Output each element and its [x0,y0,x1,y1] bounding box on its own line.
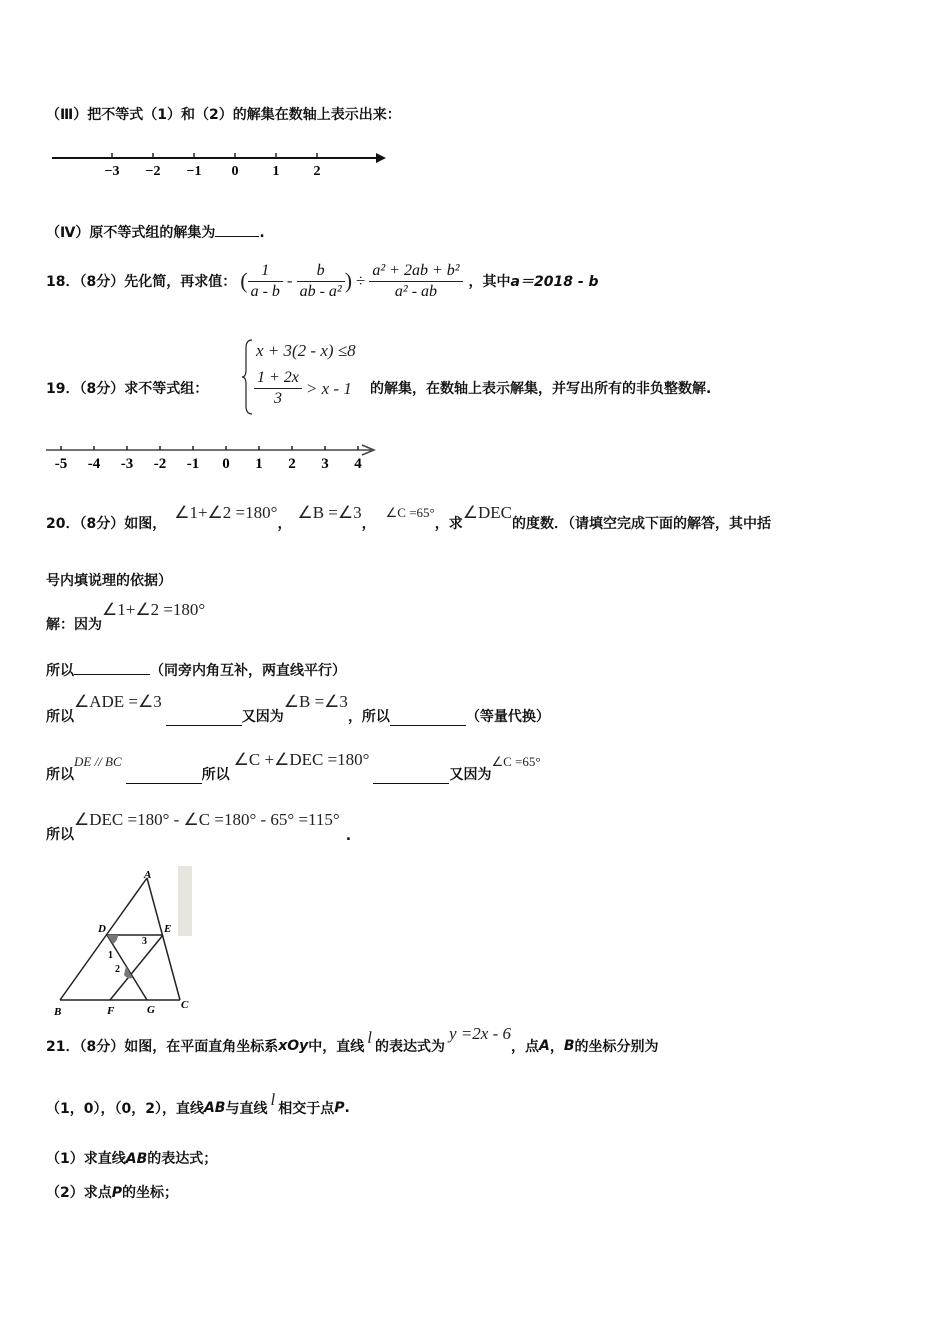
q20-step3-a: 所以 [46,767,74,783]
q20-step3 [46,748,541,784]
q20-step2-expr2: ∠B =∠3 [283,692,348,711]
q21-line1 [46,1026,659,1066]
q20-suffix: 的度数．（请填空完成下面的解答，其中括 [511,516,771,532]
number-line-1-tick-label: −1 [186,164,202,179]
angle-1-mark [107,935,118,944]
label-G: G [147,1004,155,1016]
q20-blank-2[interactable] [166,711,242,726]
label-angle-3: 3 [142,936,147,947]
q18-close-paren: ) [344,268,353,293]
q20-step3-c: 又因为 [449,767,492,783]
q21-line2-l: l [270,1090,276,1109]
label-B: B [54,1006,62,1018]
q20-step4-expr: ∠DEC =180° - ∠C =180° - 65° =115° [74,810,340,829]
q19-line2 [254,368,352,409]
q20-step1-a: 所以 [46,663,74,679]
q19-frac-num: 1 + 2x [254,368,302,389]
part4-end: . [259,225,265,241]
number-line-1-tick-label: 2 [313,164,321,179]
number-line-2-tick-label: 1 [255,456,263,472]
q20-step3-expr: DE // BC [74,754,122,769]
number-line-1 [50,146,395,182]
q21-line2-b: 与直线 [225,1101,268,1117]
figure-scan-shadow [178,866,192,936]
q21-line2-a: （1，0），（0，2），直线 [46,1101,204,1117]
q20-step4 [46,808,351,844]
number-line-2-tick-label: 2 [288,456,296,472]
q20-expr3: ∠C =65° [385,505,435,520]
number-line-2-tick-label: -4 [87,456,101,472]
q18-f2-den: ab - a² [299,282,342,300]
label-angle-1: 1 [108,950,113,961]
q18-line [46,256,599,306]
q21-sub2-p: P [111,1185,123,1201]
q21-xoy: xOy [278,1038,309,1054]
q20-step2 [46,690,550,726]
q19-brace [240,338,254,416]
q18-suffix-a: ，其中 [468,274,511,290]
q18-fraction-2 [297,261,345,302]
number-line-2-tick-label: 4 [354,456,362,472]
q20-sep1: ， [277,516,292,532]
number-line-1-tick-label: 0 [231,164,239,179]
q20-blank-5[interactable] [373,769,449,784]
part4-text: （Ⅳ）原不等式组的解集为 [46,225,216,241]
label-F: F [107,1005,115,1017]
q20-step1-b: （同旁内角互补，两直线平行） [150,663,346,679]
q20-step2-c: ，所以 [347,709,390,725]
q20-expr4: ∠DEC [462,503,512,522]
q18-f1-num: 1 [248,261,283,282]
q19-fraction [254,368,302,409]
q21-sub1-a: （1）求直线 [46,1151,126,1167]
q20-line1 [46,503,771,543]
q21-sub2-a: （2）求点 [46,1185,112,1201]
q21-mid4: 的坐标分别为 [574,1039,659,1055]
q21-sub2-b: 的坐标； [122,1185,179,1201]
label-C: C [181,999,189,1011]
q21-mid1: 中，直线 [308,1039,365,1055]
q20-step2-d: （等量代换） [465,709,550,725]
angle-2-mark [124,966,133,978]
number-line-2-tick-label: 3 [321,456,329,472]
q20-step4-end: . [345,828,352,844]
q19-frac-tail: > x - 1 [305,378,352,398]
triangle-figure [50,866,195,1018]
q19-prefix: 19．（8分）求不等式组： [46,381,209,397]
q20-step2-b: 又因为 [241,709,284,725]
part4-blank[interactable] [215,222,259,237]
q21-point-a: A [539,1038,550,1054]
number-line-2-tick-label: -1 [186,456,200,472]
segment-DG [107,935,147,1000]
q20-line2: 号内填说理的依据） [46,573,172,589]
q19-line1: x + 3(2 - x) ≤8 [256,341,356,360]
q18-f2-num: b [297,261,345,282]
q20-solution-line [46,598,205,634]
q21-point-b: B [563,1038,575,1054]
q20-blank-1[interactable] [74,660,150,675]
q19-suffix: 的解集，在数轴上表示解集，并写出所有的非负整数解. [370,381,712,397]
label-D: D [98,923,106,935]
number-line-2-tick-label: -2 [153,456,167,472]
segment-AB [60,878,147,1000]
q21-prefix: 21．（8分）如图，在平面直角坐标系 [46,1039,279,1055]
q20-sep3: ，求 [434,516,463,532]
q19-frac-den: 3 [273,390,282,407]
q21-sub1 [46,1148,217,1168]
label-E: E [164,923,172,935]
number-line-2-tick-label: 0 [222,456,230,472]
q20-step3-expr2: ∠C +∠DEC =180° [233,750,370,769]
q21-line2 [46,1090,350,1126]
q20-sep2: ， [361,516,376,532]
number-line-2-tick-label: -3 [120,456,134,472]
q18-open-paren: ( [240,268,248,293]
label-A: A [144,869,152,881]
q21-mid3: ，点 [511,1039,540,1055]
q18-f3-num: a² + 2ab + b² [369,261,462,282]
q18-prefix: 18．（8分）先化简，再求值： [46,274,237,290]
q21-equation: y =2x - 6 [449,1024,512,1043]
number-line-1-tick-label: −2 [145,164,161,179]
number-line-2 [44,440,389,476]
segment-AC [147,878,180,1000]
q18-fraction-3 [369,261,462,302]
q18-f1-den: a - b [250,282,280,300]
q21-sub1-ab: AB [125,1151,148,1167]
q18-divide: ÷ [356,271,366,290]
q20-prefix: 20．（8分）如图， [46,516,167,532]
part3-text: （Ⅲ）把不等式（1）和（2）的解集在数轴上表示出来： [46,107,401,123]
q20-blank-4[interactable] [126,769,202,784]
q20-sol-label: 解：因为 [46,617,102,633]
q20-step1 [46,660,346,680]
part4-line [46,222,265,242]
q20-step2-expr: ∠ADE =∠3 [74,692,162,711]
q18-suffix-expr: a＝2018 - b [510,274,599,290]
q18-minus: - [286,271,293,290]
q21-point-p: P [334,1100,345,1116]
q21-sub2 [46,1182,178,1202]
q21-ab: AB [203,1100,226,1116]
q20-sol-expr: ∠1+∠2 =180° [102,600,206,619]
q20-blank-3[interactable] [390,711,466,726]
q20-step4-a: 所以 [46,827,74,843]
number-line-2-tick-label: -5 [54,456,68,472]
number-line-1-arrow [376,153,386,163]
q20-step3-b: 所以 [201,767,230,783]
q20-expr2: ∠B =∠3 [297,503,362,522]
q20-step2-a: 所以 [46,709,74,725]
q18-f3-den: a² - ab [394,282,438,300]
q21-line2-end: . [344,1100,350,1116]
q21-line2-c: 相交于点 [278,1101,335,1117]
q20-expr1: ∠1+∠2 =180° [174,503,278,522]
q21-sub1-b: 的表达式； [147,1151,218,1167]
q20-step3-expr3: ∠C =65° [491,754,541,769]
q21-line-l: l [367,1028,373,1047]
q18-fraction-1 [248,261,283,302]
q21-mid2: 的表达式为 [375,1039,446,1055]
number-line-1-tick-label: −3 [104,164,120,179]
number-line-1-tick-label: 1 [272,164,280,179]
label-angle-2: 2 [115,964,120,975]
q21-comma: ， [549,1039,564,1055]
